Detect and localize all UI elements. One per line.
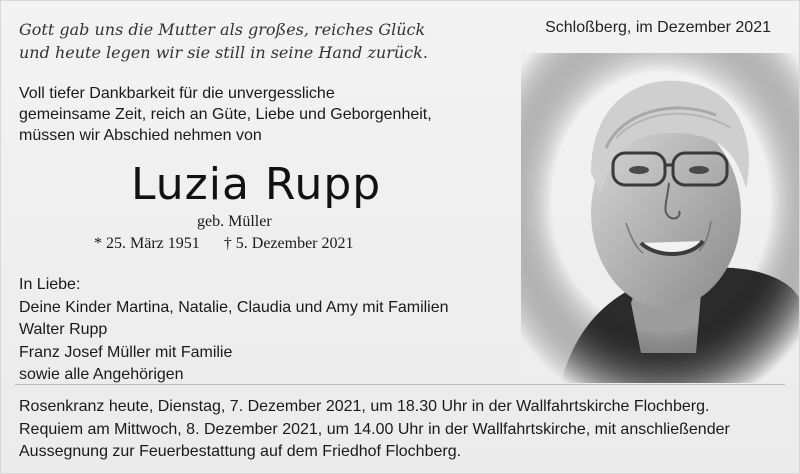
maiden-name: geb. Müller bbox=[197, 213, 272, 230]
portrait-photo bbox=[521, 53, 800, 383]
mourners-heading: In Liebe: bbox=[19, 276, 81, 293]
mourner-entry: Franz Josef Müller mit Familie bbox=[19, 343, 233, 361]
intro-line-3: müssen wir Abschied nehmen von bbox=[19, 127, 262, 144]
mourner-entry: Walter Rupp bbox=[19, 321, 108, 338]
life-dates bbox=[94, 235, 354, 253]
death-date: † 5. Dezember 2021 bbox=[223, 235, 354, 252]
mourner-entry: Deine Kinder Martina, Natalie, Claudia und Amy mit Familien bbox=[19, 298, 449, 316]
motto-line-1: Gott gab uns die Mutter als großes, reiches Glück bbox=[19, 20, 426, 39]
intro-text bbox=[19, 83, 432, 146]
deceased-name: Luzia Rupp bbox=[131, 159, 382, 210]
intro-line-2: gemeinsame Zeit, reich an Güte, Liebe und Geborgenheit, bbox=[19, 106, 432, 123]
service-line-3: Aussegnung zur Feuerbestattung auf dem Friedhof Flochberg. bbox=[19, 443, 462, 460]
service-details bbox=[19, 396, 784, 464]
section-divider bbox=[15, 384, 785, 385]
mourners-list bbox=[19, 274, 449, 387]
motto-line-2: und heute legen wir sie still in seine Hand zurück. bbox=[19, 43, 428, 62]
service-line-2: Requiem am Mittwoch, 8. Dezember 2021, um 14.00 Uhr in der Wallfahrtskirche, mit anschließender bbox=[19, 420, 730, 438]
service-line-1: Rosenkranz heute, Dienstag, 7. Dezember 2021, um 18.30 Uhr in der Wallfahrtskirche Flochberg. bbox=[19, 398, 710, 415]
motto-verse bbox=[19, 18, 428, 64]
place-date: Schloßberg, im Dezember 2021 bbox=[545, 19, 771, 36]
intro-line-1: Voll tiefer Dankbarkeit für die unvergessliche bbox=[19, 85, 335, 102]
mourner-entry: sowie alle Angehörigen bbox=[19, 366, 184, 383]
birth-date: * 25. März 1951 bbox=[94, 235, 200, 252]
